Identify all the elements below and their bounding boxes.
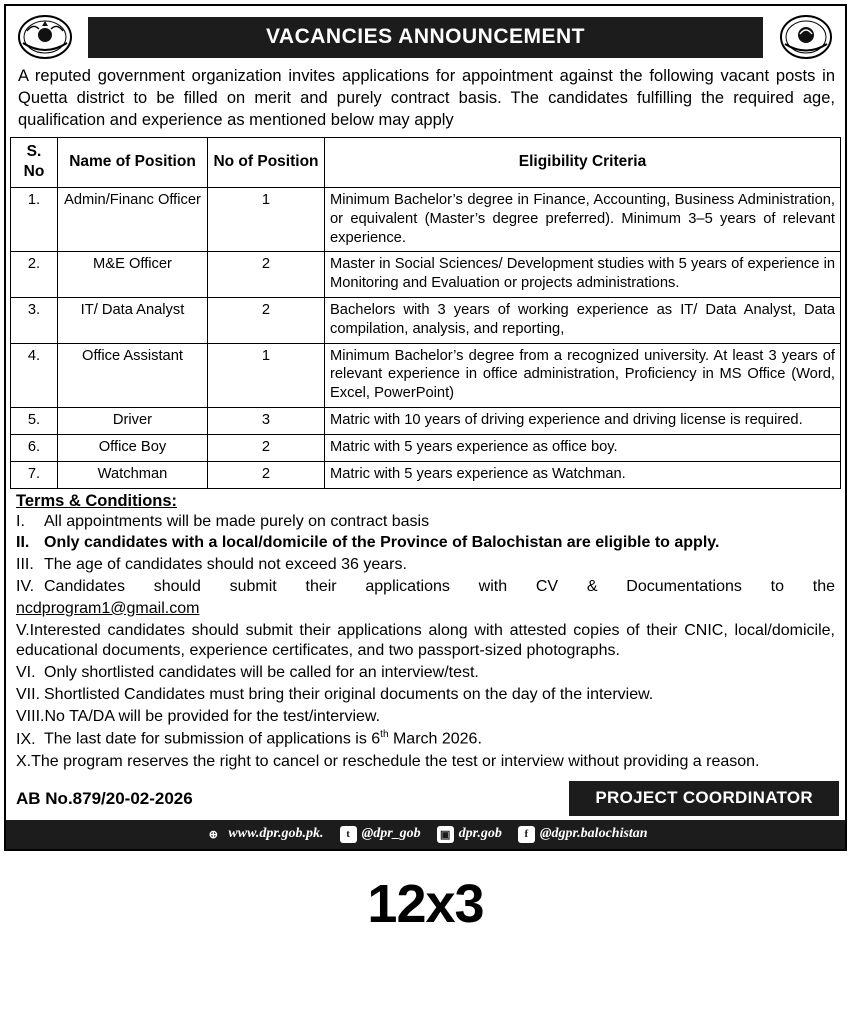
cell-criteria: Master in Social Sciences/ Development studies with 5 years of experience in Monitoring and Evaluation or projects administrations. (325, 252, 841, 298)
vacancies-table (10, 137, 841, 488)
term-text-suffix: March 2026. (388, 730, 482, 748)
column-header-position: Name of Position (58, 138, 208, 188)
ab-number: AB No.879/20-02-2026 (16, 788, 193, 808)
cell-position: Watchman (58, 461, 208, 488)
facebook-icon: f (518, 826, 535, 843)
cell-criteria: Minimum Bachelor’s degree from a recognized university. At least 3 years of relevant experience in office administration, Proficiency in MS Office (Word, Excel, PowerPoint) (325, 343, 841, 407)
government-emblem-icon-right (777, 12, 835, 62)
header (6, 6, 845, 64)
table-row (11, 434, 841, 461)
term-item-7 (16, 685, 835, 706)
cell-sno: 1. (11, 187, 58, 251)
table-row (11, 461, 841, 488)
column-header-sno-line1: S. No (23, 143, 45, 181)
intro-paragraph: A reputed government organization invites applications for appointment against the following vacant posts in Quetta district to be filled on merit and purely contract basis. The candidates fulfilling the required age, qualification and experience as mentioned below may apply (18, 67, 835, 129)
table-row (11, 298, 841, 344)
term-number: V. (16, 621, 30, 639)
term-item-5 (16, 621, 835, 663)
terms-title: Terms & Conditions: (16, 491, 178, 510)
cell-criteria: Bachelors with 3 years of working experience as IT/ Data Analyst, Data compilation, analysis, and reporting, (325, 298, 841, 344)
cell-sno: 5. (11, 408, 58, 435)
term-text: Only shortlisted candidates will be called for an interview/test. (44, 664, 479, 682)
table-row (11, 187, 841, 251)
term-number: VIII. (16, 707, 45, 725)
social-label-twitter: @dpr_gob (361, 826, 421, 842)
term-text: The last date for submission of applications is 6 (44, 730, 381, 748)
cell-position: M&E Officer (58, 252, 208, 298)
term-text: Candidates should submit their applications with CV & Documentations to the (44, 577, 835, 595)
term-item-6 (16, 663, 835, 684)
cell-sno: 6. (11, 434, 58, 461)
cell-count: 3 (208, 408, 325, 435)
term-text: The program reserves the right to cancel or reschedule the test or interview without providing a reason. (31, 752, 760, 770)
cell-count: 2 (208, 434, 325, 461)
cell-criteria: Matric with 5 years experience as office boy. (325, 434, 841, 461)
globe-icon: ⊕ (208, 828, 218, 841)
term-item-1 (16, 512, 835, 533)
social-label-instagram: dpr.gob (458, 826, 502, 842)
social-item-website[interactable] (203, 824, 323, 844)
cell-count: 1 (208, 187, 325, 251)
cell-count: 2 (208, 461, 325, 488)
cell-sno: 3. (11, 298, 58, 344)
government-emblem-icon-left (16, 12, 74, 62)
social-item-twitter[interactable] (340, 826, 421, 843)
term-email-line (16, 599, 835, 620)
cell-sno: 4. (11, 343, 58, 407)
advertisement-page (0, 4, 851, 1028)
term-text: Only candidates with a local/domicile of the Province of Balochistan are eligible to apply. (44, 534, 720, 552)
cell-position: IT/ Data Analyst (58, 298, 208, 344)
social-label-website: www.dpr.gob.pk. (228, 826, 324, 842)
table-row (11, 252, 841, 298)
term-text: All appointments will be made purely on contract basis (44, 512, 430, 530)
cell-criteria: Matric with 5 years experience as Watchman. (325, 461, 841, 488)
term-number: III. (16, 556, 34, 574)
term-number: I. (16, 512, 25, 530)
terms-and-conditions (6, 489, 845, 776)
term-number: VI. (16, 664, 36, 682)
table-header-row (11, 138, 841, 188)
term-item-2 (16, 533, 835, 554)
size-caption: 12x3 (367, 874, 484, 935)
term-item-9 (16, 728, 835, 750)
cell-criteria: Minimum Bachelor’s degree in Finance, Accounting, Business Administration, or equivalent (Master’s degree preferred). Minimum 3–5 years of relevant experience. (325, 187, 841, 251)
term-superscript: th (380, 729, 389, 741)
social-label-facebook: @dgpr.balochistan (539, 826, 648, 842)
term-number: X. (16, 752, 32, 770)
term-item-10 (16, 752, 835, 773)
cell-criteria: Matric with 10 years of driving experience and driving license is required. (325, 408, 841, 435)
advertisement-box (4, 4, 847, 851)
cell-sno: 7. (11, 461, 58, 488)
term-number: IX. (16, 730, 36, 748)
term-item-4 (16, 577, 835, 598)
term-item-3 (16, 555, 835, 576)
cell-position: Office Boy (58, 434, 208, 461)
cell-count: 2 (208, 298, 325, 344)
cell-count: 2 (208, 252, 325, 298)
cell-position: Driver (58, 408, 208, 435)
project-coordinator-label: PROJECT COORDINATOR (569, 781, 839, 816)
twitter-icon: t (340, 826, 357, 843)
cell-sno: 2. (11, 252, 58, 298)
table-row (11, 343, 841, 407)
announcement-title: VACANCIES ANNOUNCEMENT (88, 17, 763, 58)
cell-count: 1 (208, 343, 325, 407)
term-number: II. (16, 534, 30, 552)
term-text: The age of candidates should not exceed 36 years. (44, 556, 407, 574)
cell-position: Office Assistant (58, 343, 208, 407)
term-text: Interested candidates should submit their applications along with attested copies of their CNIC, local/domicile, educational documents, experience certificates, and two passport-sized photographs. (16, 621, 835, 660)
term-number: VII. (16, 685, 41, 703)
term-item-8 (16, 707, 835, 728)
table-row (11, 408, 841, 435)
column-header-sno (11, 138, 58, 188)
column-header-count: No of Position (208, 138, 325, 188)
term-text: No TA/DA will be provided for the test/interview. (44, 707, 381, 725)
footer-row (6, 775, 845, 820)
social-item-facebook[interactable] (518, 826, 648, 843)
cell-position: Admin/Financ Officer (58, 187, 208, 251)
social-item-instagram[interactable] (437, 826, 502, 843)
term-text: Shortlisted Candidates must bring their original documents on the day of the interview. (44, 685, 654, 703)
contact-email[interactable]: ncdprogram1@gmail.com (16, 599, 200, 617)
instagram-icon: ▣ (437, 826, 454, 843)
social-bar (6, 820, 845, 849)
term-number: IV. (16, 577, 35, 595)
column-header-criteria: Eligibility Criteria (325, 138, 841, 188)
